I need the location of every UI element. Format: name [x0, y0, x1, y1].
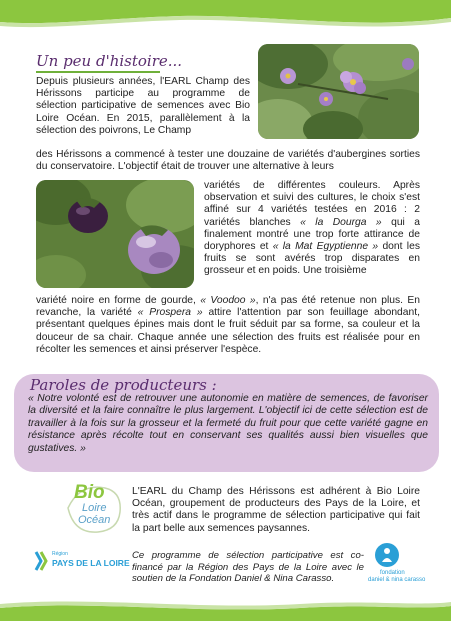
top-wave-decoration [0, 0, 451, 30]
history-paragraph-d: variété noire en forme de gourde, « Voodoo », n'a pas été retenue non plus. En revanche, la variété « Prospera » attire l'attention par son feuillage abondant, présentant quelques épines mais dont le fruit séduit par sa forme, sa couleur et la douceur de sa chair. Chaque année une sélection des fruits est réalisée pour en récolter les semences et ainsi préserver l'espèce. [36, 295, 420, 355]
fondation-carasso-logo: fondation daniel & nina carasso [368, 542, 440, 592]
funding-text: Ce programme de sélection participative est co-financé par la Région des Pays de la Loire avec le soutien de la Fondation Daniel & Nina Carasso. [132, 550, 364, 584]
producer-quote: « Notre volonté est de retrouver une autonomie en matière de semences, de favoriser la diversité et la faire connaître le plus largement. L'objectif ici de cette sélection est de travailler à la fois sur la grosseur et la fermeté du fruit pour que cette variété gagne en résistance après récolte tout en conservant ses qualités aussi bien visuelles que gustatives. » [28, 393, 428, 454]
bio-loire-ocean-logo: Bio Loire Océan [60, 478, 130, 538]
history-paragraph-b: des Hérissons a commencé à tester une douzaine de variétés d'aubergines sorties du conservatoire. L'objectif était de trouver une alternative à leurs [36, 149, 420, 173]
region-pays-de-la-loire-logo: Région PAYS DE LA LOIRE [34, 548, 126, 574]
section-title-producers: Paroles de producteurs : [30, 376, 217, 394]
heading-underline [36, 71, 160, 73]
bottom-wave-decoration [0, 600, 451, 621]
history-paragraph-c: variétés de différentes couleurs. Après observation et suivi des cultures, le choix s'est affiné sur 4 variétés testées en 2016 : 2 variétés blanches « la Dourga » qui a finalement montré une trop forte attirance de doryphores et « la Mat Egyptienne » dont les fruits se sont avérés trop disparates en grosseur et en poids. Une troisième [204, 180, 420, 277]
footer-paragraph: L'EARL du Champ des Hérissons est adhérent à Bio Loire Océan, groupement de producteurs des Pays de la Loire, et très actif dans le programme de sélection participative qui fait la part belle aux semences paysannes. [132, 486, 420, 534]
photo-eggplant-flowers [258, 44, 419, 139]
section-title-history: Un peu d'histoire... [36, 52, 183, 70]
history-paragraph-a: Depuis plusieurs années, l'EARL Champ des Hérissons participe au programme de sélection participative de semences avec Bio Loire Océan. En 2015, parallèlement à la sélection des poivrons, Le Champ [36, 76, 250, 136]
photo-eggplants [36, 180, 194, 288]
